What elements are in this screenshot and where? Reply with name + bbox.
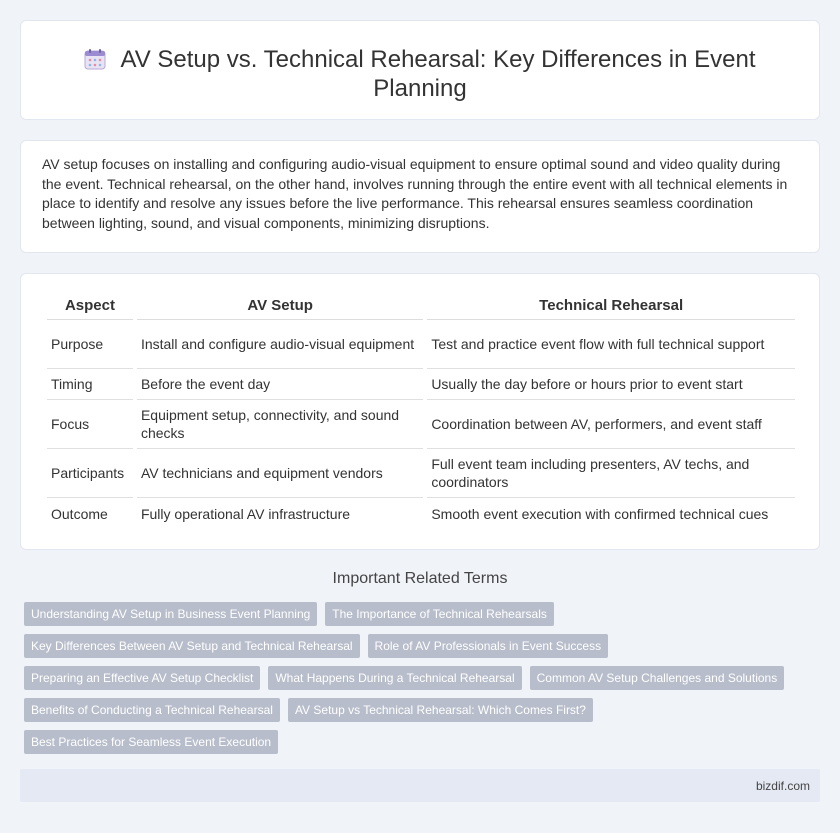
calendar-icon	[84, 48, 106, 70]
related-term-link[interactable]: Understanding AV Setup in Business Event Planning	[24, 602, 317, 626]
comparison-table-card	[20, 273, 820, 550]
table-cell: Coordination between AV, performers, and event staff	[427, 400, 795, 449]
table-cell: Participants	[47, 449, 133, 498]
related-term-link[interactable]: Common AV Setup Challenges and Solutions	[530, 666, 785, 690]
related-term-link[interactable]: Best Practices for Seamless Event Execution	[24, 730, 278, 754]
table-cell: Focus	[47, 400, 133, 449]
table-cell: Fully operational AV infrastructure	[140, 505, 351, 522]
table-cell: Smooth event execution with confirmed technical cues	[431, 505, 769, 522]
table-row	[47, 400, 795, 449]
table-cell: Full event team including presenters, AV techs, and coordinators	[427, 449, 795, 498]
header-card	[20, 20, 820, 120]
table-cell: AV technicians and equipment vendors	[137, 449, 423, 498]
comparison-table	[43, 292, 799, 529]
table-cell: Equipment setup, connectivity, and sound checks	[137, 400, 423, 449]
table-cell: Timing	[47, 369, 133, 400]
table-row	[47, 320, 795, 369]
table-cell: Purpose	[47, 320, 133, 369]
page-title-wrap	[81, 45, 759, 103]
related-term-link[interactable]: Key Differences Between AV Setup and Technical Rehearsal	[24, 634, 360, 658]
related-term-link[interactable]: What Happens During a Technical Rehearsal	[268, 666, 521, 690]
tag-row	[24, 602, 804, 634]
footer	[20, 769, 820, 802]
table-cell: Test and practice event flow with full technical support	[427, 320, 795, 369]
page-title: AV Setup vs. Technical Rehearsal: Key Differences in Event Planning	[120, 46, 756, 102]
related-terms-list	[24, 602, 804, 762]
table-cell: Usually the day before or hours prior to event start	[427, 369, 795, 400]
column-header: AV Setup	[137, 292, 423, 320]
summary-card	[20, 140, 820, 253]
table-row	[47, 449, 795, 498]
table-cell: Before the event day	[137, 369, 423, 400]
footer-site-link[interactable]: bizdif.com	[755, 779, 810, 793]
tag-row	[24, 730, 804, 762]
related-term-link[interactable]: Benefits of Conducting a Technical Rehearsal	[24, 698, 280, 722]
table-row	[47, 498, 795, 529]
related-term-link[interactable]: The Importance of Technical Rehearsals	[325, 602, 554, 626]
column-header: Technical Rehearsal	[427, 292, 795, 320]
tag-row	[24, 634, 804, 666]
column-header: Aspect	[47, 292, 133, 320]
related-term-link[interactable]: Role of AV Professionals in Event Success	[368, 634, 609, 658]
table-header-row	[47, 292, 795, 320]
table-cell: Install and configure audio-visual equipment	[137, 320, 423, 369]
related-term-link[interactable]: Preparing an Effective AV Setup Checklist	[24, 666, 260, 690]
related-terms-title: Important Related Terms	[332, 570, 508, 587]
summary-text: AV setup focuses on installing and configuring audio-visual equipment to ensure optimal sound and video quality during the event. Technical rehearsal, on the other hand, involves running through the entire event with all technical elements in place to identify and resolve any issues before the live performance. This rehearsal ensures seamless coordination between lighting, sound, and visual components, minimizing disruptions.	[42, 156, 788, 231]
tag-row	[24, 698, 804, 730]
table-cell: Outcome	[51, 505, 108, 522]
related-term-link[interactable]: AV Setup vs Technical Rehearsal: Which Comes First?	[288, 698, 593, 722]
table-row	[47, 369, 795, 400]
tag-row	[24, 666, 804, 698]
